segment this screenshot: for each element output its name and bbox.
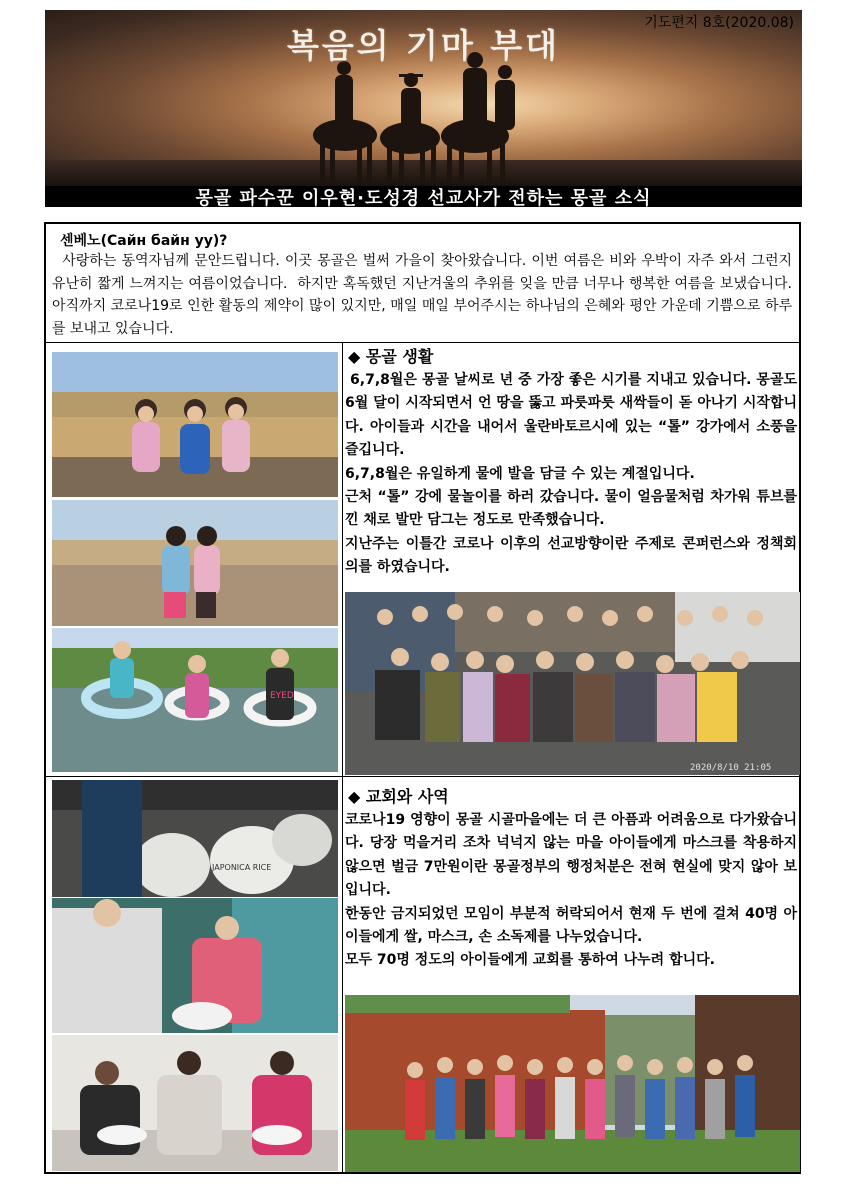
photo-conference-group (345, 592, 800, 775)
column-divider (342, 342, 343, 1174)
header-banner (45, 10, 802, 207)
banner-subtitle: 몽골 파수꾼 이우현·도성경 선교사가 전하는 몽골 소식 (195, 188, 652, 207)
greeting-title: 센베노(Сайн байн уу)? (60, 233, 228, 249)
photo-mask-distribution (52, 898, 338, 1033)
issue-label: 기도편지 8호(2020.08) (644, 15, 794, 31)
greeting-body: 사랑하는 동역자님께 문안드립니다. 이곳 몽골은 벌써 가을이 찾아왔습니다. 이번 여름은 비와 우박이 자주 와서 그런지 유난히 짧게 느껴지는 여름이었습니다. 하지만 혹독했던 지난겨울의 추위를 잊을 만큼 너무나 행복한 여름을 보냈습니다. 아직까지 코로나19로 인한 활동의 제약이 많이 있지만, 매일 매일 부어주시는 하나님의 은혜와 평안 가운데 기쁨으로 하루를 보내고 있습니다. (52, 253, 797, 337)
section-title-mongolia-life: ◆ 몽골 생활 (348, 347, 434, 366)
rice-bag-label: JAPONICA RICE (212, 863, 272, 872)
photo-kids-with-swim-tubes (52, 628, 338, 772)
section-body-mongolia-life (345, 369, 802, 580)
photo-rice-bags (52, 780, 338, 897)
section-body-church-ministry (345, 809, 797, 973)
paragraph: 한동안 금지되었던 모임이 부분적 허락되어서 현재 두 번에 걸쳐 40명 아이들에게 쌀, 마스크, 손 소독제를 나누었습니다. (345, 905, 797, 946)
paragraph: 6,7,8월은 유일하게 물에 발을 담글 수 있는 계절입니다. (345, 465, 695, 482)
photo-girls-playing (52, 500, 338, 626)
section-title-church-ministry: ◆ 교회와 사역 (348, 787, 449, 806)
banner-title: 복음의 기마 부대 (286, 26, 561, 65)
photo-kids-riverside-picnic (52, 352, 338, 497)
photo-timestamp: 2020/8/10 21:05 (690, 763, 772, 773)
paragraph: 모두 70명 정도의 아이들에게 교회를 통하여 나누려 합니다. (345, 952, 715, 969)
paragraph: 근처 “톨” 강에 물놀이를 하러 갔습니다. 물이 얼음물처럼 차가워 튜브를 낀 채로 발만 담그는 정도로 만족했습니다. (345, 489, 797, 529)
horse-riders-silhouette (295, 50, 535, 190)
photo-children-with-gifts (52, 1035, 338, 1171)
paragraph: 코로나19 영향이 몽골 시골마을에는 더 큰 아픔과 어려움으로 다가왔습니다. 당장 먹을거리 조차 넉넉지 않는 마을 아이들에게 마스크를 착용하지 않으면 벌금 7만원이란 몽골정부의 행정처분은 전혀 현실에 맞지 않아 보입니다. (345, 812, 797, 899)
divider (45, 342, 800, 343)
divider (45, 776, 800, 777)
shirt-print: EYED (270, 691, 294, 701)
paragraph: 지난주는 이틀간 코로나 이후의 선교방향이란 주제로 콘퍼런스와 정책회의를 하였습니다. (345, 535, 797, 576)
paragraph: 6,7,8월은 몽골 날씨로 년 중 가장 좋은 시기를 지내고 있습니다. 몽골도 6월 달이 시작되면서 언 땅을 뚫고 파릇파릇 새싹들이 돋 아나기 시작합니다. 아이들과 시간을 내어서 울란바토르시에 있는 “톨” 강가에서 소풍을 즐깁니다. (345, 372, 802, 459)
photo-church-group (345, 995, 800, 1172)
